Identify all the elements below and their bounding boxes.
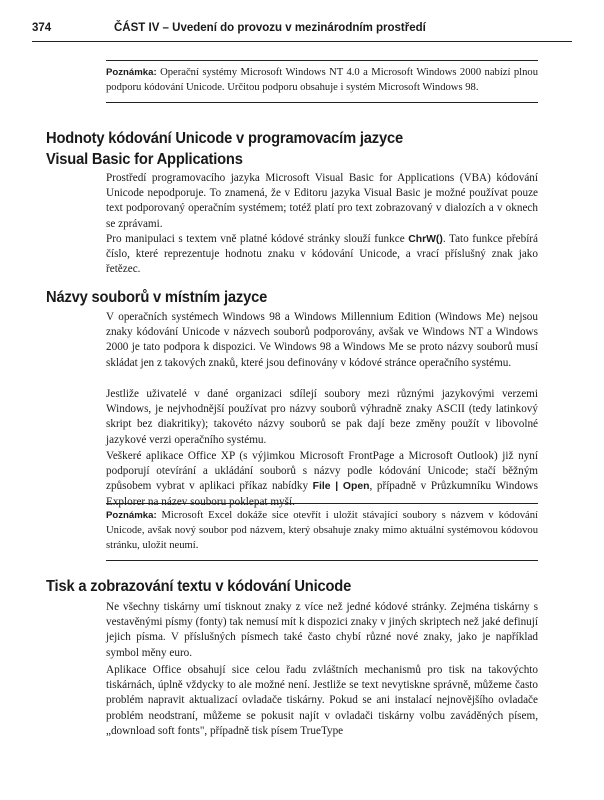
section-heading: Tisk a zobrazování textu v kódování Unicode [46, 578, 352, 595]
note-text: Operační systémy Microsoft Windows NT 4.0 a Microsoft Windows 2000 nabízí plnou podporu kódování Unicode. Určitou podporu obsahuje i systém Microsoft Windows 98. [106, 67, 538, 93]
note-box [106, 503, 538, 561]
paragraph [106, 449, 538, 510]
paragraph-text: Veškeré aplikace Office XP (s výjimkou Microsoft FrontPage a Microsoft Outlook) již nyní podporují otevírání a ukládání souborů s názvy podle kódování Unicode; stačí běžným způsobem vybrat v aplikaci příkaz nabídky [106, 450, 538, 493]
section-heading-continued: Visual Basic for Applications [46, 151, 243, 168]
note-box [106, 60, 538, 103]
paragraph-text: Pro manipulaci s textem vně platné kódové stránky slouží funkce [106, 233, 409, 245]
chapter-title: ČÁST IV – Uvedení do provozu v mezinárodním prostředí [114, 22, 426, 34]
paragraph-text: , případně v Průzkumníku Windows Explorer na název souboru poklepat myší. [106, 480, 538, 508]
note-text: Microsoft Excel dokáže sice otevřít i uložit stávající soubory s názvem v kódování Unicode, avšak nový soubor pod názvem, který obsahuje znaky mimo aktuální systémovou kódovou stránku, uložit neumí. [106, 510, 538, 551]
section-heading: Hodnoty kódování Unicode v programovacím jazyce [46, 130, 403, 147]
running-header [32, 19, 572, 42]
note-label: Poznámka: [106, 510, 157, 521]
function-name: ChrW() [408, 234, 443, 245]
note-label: Poznámka: [106, 67, 157, 78]
paragraph-text: . Tato funkce přebírá číslo, které reprezentuje hodnotu znaku v kódování Unicode, a vrací příslušný znak jako řetězec. [106, 233, 538, 276]
paragraph: V operačních systémech Windows 98 a Windows Millennium Edition (Windows Me) nejsou znaky kódování Unicode v názvech souborů podporovány, avšak ve Windows NT a Windows 2000 je tato podpora k dispozici. Ve Windows 98 a Windows Me se proto názvy souborů musí skládat jen z takových znaků, které jsou definovány v kódové stránce operačního systému. [106, 311, 538, 369]
section-heading: Názvy souborů v místním jazyce [46, 289, 268, 306]
paragraph: Ne všechny tiskárny umí tisknout znaky z více než jedné kódové stránky. Zejména tiskárny s vestavěnými písmy (fonty) tak nemusí mít k dispozici znaky v jiných skriptech než jaké definují jejich písma. V příslušných písmech také často chybí různé nové znaky, jako je například symbol měny euro. [106, 601, 538, 659]
paragraph: Jestliže uživatelé v dané organizaci sdílejí soubory mezi různými jazykovými verzemi Windows, je nejvhodnější používat pro názvy souborů výhradně znaky ASCII (tedy latinkový skript bez diakritiky); takovéto názvy souborů se pak dají beze změny použít v libovolné jazykové verzi operačního systému. [106, 388, 538, 446]
paragraph: Aplikace Office obsahují sice celou řadu zvláštních mechanismů pro tisk na takovýchto tiskárnách, úplně vždycky to ale možné není. Jestliže se text nevytiskne správně, můžeme často problém napravit aktualizací ovladače tiskárny. Pokud se ani instalací nejnovějšího ovladače problém neodstraní, můžeme se pokusit najít v ovladači tiskárny volbu zaváděných písem, „download soft fonts", případně tisk písem TrueType [106, 664, 538, 737]
menu-command: File | Open [312, 481, 370, 493]
page-number: 374 [32, 22, 52, 34]
paragraph [106, 232, 538, 278]
paragraph: Prostředí programovacího jazyka Microsoft Visual Basic for Applications (VBA) kódování Unicode nepodporuje. To znamená, že v Editoru jazyka Visual Basic je možné používat pouze text podporovaný operačním systémem; totéž platí pro text zobrazovaný v dialozích a v oknech se zprávami. [106, 172, 538, 230]
